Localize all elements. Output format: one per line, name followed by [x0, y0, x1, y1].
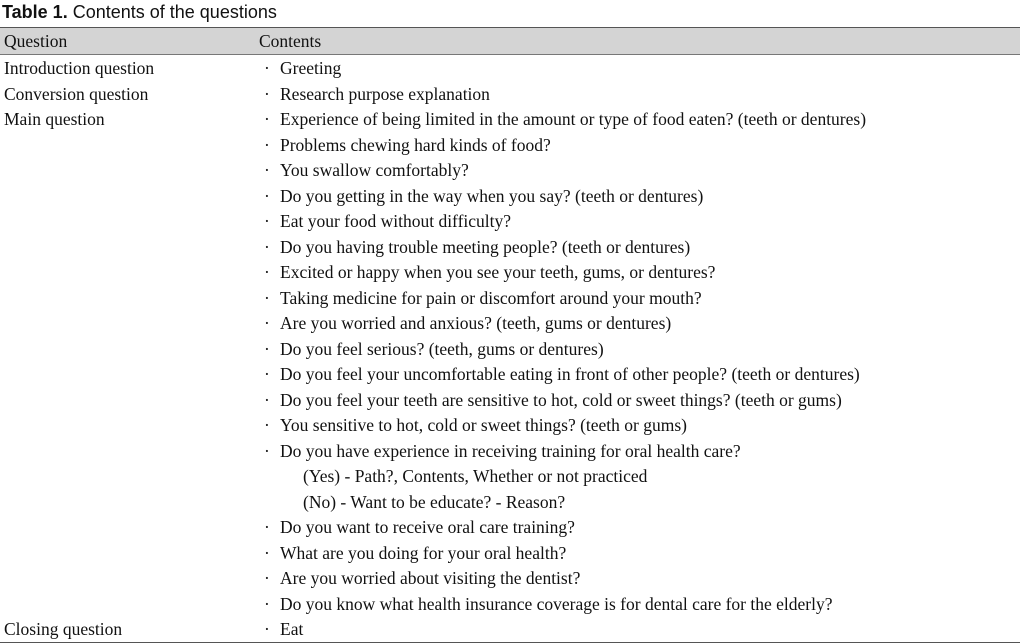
bullet-mark: · — [264, 593, 270, 614]
question-cell: Closing question — [4, 619, 123, 639]
contents-cell: Do you getting in the way when you say? (teeth or dentures) — [280, 185, 704, 206]
table-row — [0, 234, 1020, 260]
questions-table — [0, 27, 1020, 643]
table-row — [0, 463, 1020, 489]
table-row — [0, 132, 1020, 158]
contents-cell: Experience of being limited in the amount or type of food eaten? (teeth or dentures) — [280, 109, 867, 129]
contents-cell: Do you feel your teeth are sensitive to hot, cold or sweet things? (teeth or gums) — [280, 389, 842, 410]
bullet-mark: · — [264, 389, 270, 410]
bullet-mark: · — [264, 109, 270, 129]
table-row — [0, 55, 1020, 81]
table-title: Contents of the questions — [72, 2, 277, 22]
table-row — [0, 106, 1020, 132]
table-row — [0, 489, 1020, 515]
contents-cell: (Yes) - Path?, Contents, Whether or not practiced — [303, 466, 648, 486]
table-row — [0, 387, 1020, 413]
bullet-mark: · — [264, 364, 270, 384]
question-cell: Main question — [4, 109, 105, 129]
table-row — [0, 438, 1020, 464]
table-label: Table 1. — [2, 2, 68, 22]
contents-cell: Are you worried about visiting the dentist? — [280, 568, 581, 588]
bullet-mark: · — [264, 517, 270, 537]
contents-cell: You swallow comfortably? — [280, 160, 469, 180]
bullet-mark: · — [264, 211, 270, 231]
contents-cell: Do you have experience in receiving training for oral health care? — [280, 440, 741, 461]
table-row — [0, 285, 1020, 311]
bullet-mark: · — [264, 440, 270, 461]
contents-cell: Greeting — [280, 58, 342, 78]
bullet-mark: · — [264, 415, 270, 435]
contents-cell: Do you having trouble meeting people? (teeth or dentures) — [280, 236, 691, 257]
table-row — [0, 157, 1020, 183]
contents-cell: Do you want to receive oral care training? — [280, 517, 575, 537]
contents-cell: Are you worried and anxious? (teeth, gums or dentures) — [280, 313, 672, 333]
contents-cell: Do you know what health insurance coverage is for dental care for the elderly? — [280, 593, 833, 614]
table-row — [0, 81, 1020, 107]
bullet-mark: · — [264, 134, 270, 155]
bullet-mark: · — [264, 542, 270, 563]
table-row — [0, 412, 1020, 438]
table-row — [0, 183, 1020, 209]
table-row — [0, 616, 1020, 642]
contents-cell: Problems chewing hard kinds of food? — [280, 134, 551, 155]
bullet-mark: · — [264, 58, 270, 78]
bullet-mark: · — [264, 185, 270, 206]
table-row — [0, 591, 1020, 617]
bullet-mark: · — [264, 287, 270, 308]
header-question: Question — [4, 31, 68, 51]
bullet-mark: · — [264, 338, 270, 359]
contents-cell: What are you doing for your oral health? — [280, 542, 567, 563]
table-body — [0, 55, 1020, 643]
table-row — [0, 514, 1020, 540]
contents-cell: Taking medicine for pain or discomfort around your mouth? — [280, 287, 702, 308]
bullet-mark: · — [264, 619, 270, 639]
table-row — [0, 540, 1020, 566]
contents-cell: Do you feel your uncomfortable eating in front of other people? (teeth or dentures) — [280, 364, 860, 384]
table-row — [0, 361, 1020, 387]
header-contents: Contents — [259, 31, 322, 51]
table-caption — [2, 0, 277, 26]
bullet-mark: · — [264, 160, 270, 180]
table-row — [0, 336, 1020, 362]
table-header — [0, 27, 1020, 55]
contents-cell: Do you feel serious? (teeth, gums or dentures) — [280, 338, 604, 359]
contents-cell: Eat your food without difficulty? — [280, 211, 512, 231]
table-row — [0, 259, 1020, 285]
contents-cell: Research purpose explanation — [280, 83, 490, 104]
contents-cell: Eat — [280, 619, 304, 639]
bullet-mark: · — [264, 313, 270, 333]
question-cell: Introduction question — [4, 58, 155, 78]
question-cell: Conversion question — [4, 83, 149, 104]
contents-cell: You sensitive to hot, cold or sweet things? (teeth or gums) — [280, 415, 687, 435]
table-row — [0, 208, 1020, 234]
contents-cell: (No) - Want to be educate? - Reason? — [303, 491, 566, 512]
contents-cell: Excited or happy when you see your teeth, gums, or dentures? — [280, 262, 716, 282]
bullet-mark: · — [264, 236, 270, 257]
bullet-mark: · — [264, 83, 270, 104]
bullet-mark: · — [264, 568, 270, 588]
bullet-mark: · — [264, 262, 270, 282]
table-row — [0, 565, 1020, 591]
table-row — [0, 310, 1020, 336]
